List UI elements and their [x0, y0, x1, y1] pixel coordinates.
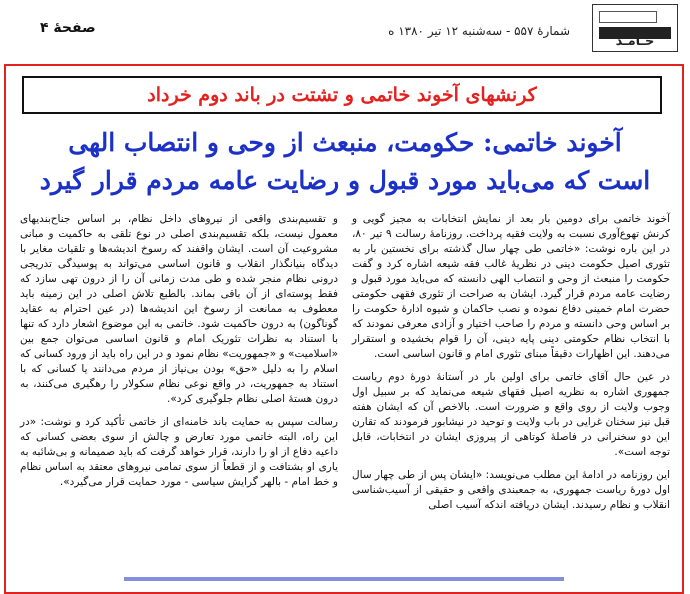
logo-text: خـامـد [615, 34, 655, 49]
article-body [20, 212, 670, 572]
paragraph: و تقسیم‌بندی واقعی از نیروهای داخل نظام، بر اساس جناح‌بندیهای معمول نیست، بلکه تقسیم‌بندی اصلی در نوع تلقی به حاکمیت و مبانی مشروعیت آن است. ایشان واقفند که رسوخ اندیشه‌ها و تلقیات مغایر با دیدگاه بنیانگذار انقلاب و قانون اساسی می‌تواند به پوسیدگی تدریجی درونی نظام منجر شده و طی مدت زمانی آن را از درون تهی سازد که فقط پوسته‌ای از آن باقی بماند. بالطبع تلاش اصلی در این زمینه باید معطوف به ممانعت از رسوخ این اندیشه‌ها (در عین احترام به عقاید گوناگون) به درون حاکمیت شود. خاتمی به این موضوع اشعار دارد که تنها با استناد به نظرات تئوریک امام و قانون اساسی می‌توان جمع بین «اسلامیت» و «جمهوریت» نظام نمود و در این راه باید از ورود کسانی که اسلام را به دلیل «حق» بودن بی‌نیاز از مردم می‌دانند یا کسانی که با استناد به جمهوریت، در واقع نوعی نظام سکولار را رهگیری می‌کنند، به درون هستهٔ اصلی نظام جلوگیری کرد». [20, 213, 338, 405]
article-kicker: کرنشهای آخوند خاتمی و تشتت در باند دوم خرداد [147, 84, 537, 106]
headline-line-2: است که می‌باید مورد قبول و رضایت عامه مردم قرار گیرد [39, 166, 651, 195]
next-article-strip [4, 572, 684, 582]
kicker-box [22, 76, 662, 114]
newspaper-header [0, 0, 690, 58]
headline-line-1: آخوند خاتمی: حکومت، منبعث از وحی و انتصاب الهی [68, 128, 622, 157]
column-right [352, 212, 670, 572]
article-headline [10, 124, 680, 200]
paragraph: آخوند خاتمی برای دومین بار بعد از نمایش انتخابات به مجیز گویی و کرنش تهوع‌آوری نسبت به ولایت فقیه پرداخت. روزنامهٔ رسالت ۹ تیر ۸۰، در این باره نوشت: «خاتمی طی چهار سال گذشته برای نخستین بار به تئوری اصیل حکومت دینی در نظریهٔ غالب فقه شیعه اشاره کرد و گفت حکومت را منبعث از وحی و انتصاب الهی دانسته که می‌باید مورد قبول و رضایت عامه مردم قرار گیرد. ایشان به صراحت از تئوری فقهی حکومتی حضرت امام خمینی دفاع نموده و نصب حاکمان و شیوه ادارهٔ حکومت را بر اساس وحی دانسته و مردم را صاحب اختیار و آزادی معرفی نمودند که با انتخاب نظام حکومتی دینی پایه دینی، آن را قوام بخشیده و استقرار می‌دهند. این اظهارات دقیقاً مبنای تئوری امام و قانون اساسی است. [352, 213, 670, 360]
paragraph: این روزنامه در ادامهٔ این مطلب می‌نویسد: «ایشان پس از طی چهار سال اول دورهٔ ریاست جمهوری، به جمعبندی واقعی و حقیقی از آسیب‌شناسی انقلاب و نظام رسیدند. ایشان دریافته اندکه آسیب اصلی [352, 469, 670, 511]
paragraph: رسالت سپس به حمایت باند خامنه‌ای از خاتمی تأکید کرد و نوشت: «در این راه، البته خاتمی مورد تعارض و چالش از سوی بعضی کسانی که داعیه دفاع از او را دارند، قرار خواهد گرفت که باید صمیمانه و بی‌شائبه به یاری او بشتافت و از قطعاً از سوی تمامی نیروهای معتقد به اساس نظام و خط امام - بالهر گرایش سیاسی - مورد حمایت قرار می‌گیرد». [20, 416, 338, 488]
newspaper-logo [592, 4, 678, 52]
issue-date-line: شمارهٔ ۵۵۷ - سه‌شنبه ۱۲ تیر ۱۳۸۰ ه [388, 24, 570, 38]
paragraph: در عین حال آقای خاتمی برای اولین بار در آستانهٔ دورهٔ دوم ریاست جمهوری اشاره به نظریه اصیل فقهای شیعه می‌نماید که بر سبیل اول وجوب ولایت از روی واقع و ضرورت است. بالاخص آن که ایشان هفته قبل نیز سخنان غرایی در باب ولایت و توحید در نیشابور فرمودند که تقارن این دو سخنرانی در فاصلهٔ کوتاهی از پیروزی ایشان در انتخابات، قابل توجه است». [352, 371, 670, 458]
page-number: صفحهٔ ۴ [40, 20, 96, 36]
logo-emblem [599, 11, 657, 23]
column-left [20, 212, 338, 572]
